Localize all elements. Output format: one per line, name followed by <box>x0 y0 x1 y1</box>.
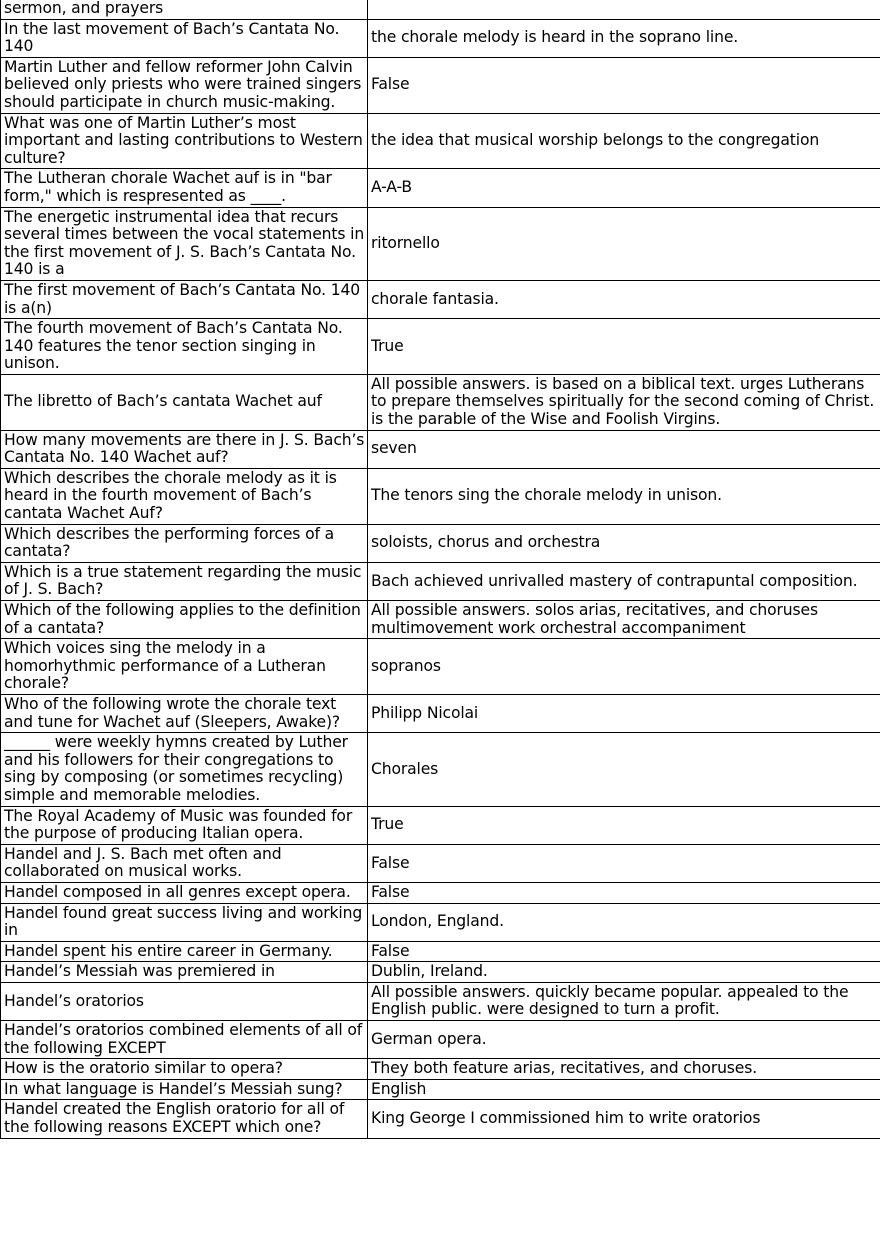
answer-cell: ritornello <box>368 207 880 280</box>
table-row <box>1 882 880 903</box>
question-cell: sermon, and prayers <box>1 0 368 19</box>
table-row <box>1 962 880 983</box>
answer-cell: King George I commissioned him to write oratorios <box>368 1100 880 1138</box>
table-row <box>1 694 880 732</box>
qa-table-body <box>1 0 880 1138</box>
table-row <box>1 601 880 639</box>
question-cell: How many movements are there in J. S. Bach’s Cantata No. 140 Wachet auf? <box>1 430 368 468</box>
table-row <box>1 430 880 468</box>
question-cell: Handel spent his entire career in Germany. <box>1 941 368 962</box>
table-row <box>1 844 880 882</box>
answer-cell: Dublin, Ireland. <box>368 962 880 983</box>
answer-cell: All possible answers. is based on a biblical text. urges Lutherans to prepare themselves spiritually for the second coming of Christ. is the parable of the Wise and Foolish Virgins. <box>368 374 880 430</box>
answer-cell: Philipp Nicolai <box>368 694 880 732</box>
answer-cell: The tenors sing the chorale melody in unison. <box>368 468 880 524</box>
question-cell: The fourth movement of Bach’s Cantata No. 140 features the tenor section singing in unison. <box>1 319 368 375</box>
answer-cell: soloists, chorus and orchestra <box>368 524 880 562</box>
question-cell: Handel’s oratorios combined elements of all of the following EXCEPT <box>1 1021 368 1059</box>
question-cell: The libretto of Bach’s cantata Wachet auf <box>1 374 368 430</box>
question-cell: Which of the following applies to the definition of a cantata? <box>1 601 368 639</box>
question-cell: In the last movement of Bach’s Cantata No. 140 <box>1 19 368 57</box>
answer-cell: the chorale melody is heard in the soprano line. <box>368 19 880 57</box>
question-cell: Martin Luther and fellow reformer John Calvin believed only priests who were trained singers should participate in church music-making. <box>1 57 368 113</box>
question-cell: The energetic instrumental idea that recurs several times between the vocal statements in the first movement of J. S. Bach’s Cantata No. 140 is a <box>1 207 368 280</box>
answer-cell: True <box>368 319 880 375</box>
table-row <box>1 941 880 962</box>
question-cell: Handel’s oratorios <box>1 982 368 1020</box>
question-cell: Which describes the chorale melody as it is heard in the fourth movement of Bach’s cantata Wachet Auf? <box>1 468 368 524</box>
answer-cell: Bach achieved unrivalled mastery of contrapuntal composition. <box>368 562 880 600</box>
answer-cell: False <box>368 844 880 882</box>
answer-cell: False <box>368 941 880 962</box>
table-row <box>1 1079 880 1100</box>
table-row <box>1 319 880 375</box>
answer-cell: German opera. <box>368 1021 880 1059</box>
table-row <box>1 1021 880 1059</box>
question-cell: What was one of Martin Luther’s most important and lasting contributions to Western culture? <box>1 113 368 169</box>
question-cell: Handel found great success living and working in <box>1 903 368 941</box>
table-row <box>1 374 880 430</box>
table-row <box>1 806 880 844</box>
table-row <box>1 639 880 695</box>
question-cell: Which describes the performing forces of a cantata? <box>1 524 368 562</box>
table-row <box>1 524 880 562</box>
answer-cell: the idea that musical worship belongs to the congregation <box>368 113 880 169</box>
table-row <box>1 169 880 207</box>
answer-cell: A-A-B <box>368 169 880 207</box>
question-cell: Handel’s Messiah was premiered in <box>1 962 368 983</box>
question-cell: The Royal Academy of Music was founded for the purpose of producing Italian opera. <box>1 806 368 844</box>
table-row <box>1 903 880 941</box>
answer-cell: False <box>368 57 880 113</box>
table-row <box>1 207 880 280</box>
question-cell: The first movement of Bach’s Cantata No. 140 is a(n) <box>1 280 368 318</box>
answer-cell: seven <box>368 430 880 468</box>
answer-cell: They both feature arias, recitatives, and choruses. <box>368 1059 880 1080</box>
answer-cell: True <box>368 806 880 844</box>
answer-cell: False <box>368 882 880 903</box>
question-cell: The Lutheran chorale Wachet auf is in "bar form," which is respresented as ____. <box>1 169 368 207</box>
table-row <box>1 19 880 57</box>
answer-cell: All possible answers. quickly became popular. appealed to the English public. were designed to turn a profit. <box>368 982 880 1020</box>
question-cell: Handel composed in all genres except opera. <box>1 882 368 903</box>
question-cell: Which is a true statement regarding the music of J. S. Bach? <box>1 562 368 600</box>
answer-cell <box>368 0 880 19</box>
table-row <box>1 982 880 1020</box>
table-row <box>1 1059 880 1080</box>
table-row <box>1 280 880 318</box>
answer-cell: sopranos <box>368 639 880 695</box>
table-row <box>1 113 880 169</box>
question-cell: Handel and J. S. Bach met often and collaborated on musical works. <box>1 844 368 882</box>
question-cell: How is the oratorio similar to opera? <box>1 1059 368 1080</box>
question-cell: ______ were weekly hymns created by Luther and his followers for their congregations to sing by composing (or sometimes recycling) simple and memorable melodies. <box>1 733 368 806</box>
answer-cell: English <box>368 1079 880 1100</box>
answer-cell: Chorales <box>368 733 880 806</box>
table-row <box>1 562 880 600</box>
question-cell: Which voices sing the melody in a homorhythmic performance of a Lutheran chorale? <box>1 639 368 695</box>
question-cell: In what language is Handel’s Messiah sung? <box>1 1079 368 1100</box>
answer-cell: All possible answers. solos arias, recitatives, and choruses multimovement work orchestral accompaniment <box>368 601 880 639</box>
table-row <box>1 733 880 806</box>
question-cell: Handel created the English oratorio for all of the following reasons EXCEPT which one? <box>1 1100 368 1138</box>
answer-cell: chorale fantasia. <box>368 280 880 318</box>
table-row <box>1 468 880 524</box>
table-row <box>1 57 880 113</box>
answer-cell: London, England. <box>368 903 880 941</box>
question-cell: Who of the following wrote the chorale text and tune for Wachet auf (Sleepers, Awake)? <box>1 694 368 732</box>
table-row <box>1 0 880 19</box>
table-row <box>1 1100 880 1138</box>
